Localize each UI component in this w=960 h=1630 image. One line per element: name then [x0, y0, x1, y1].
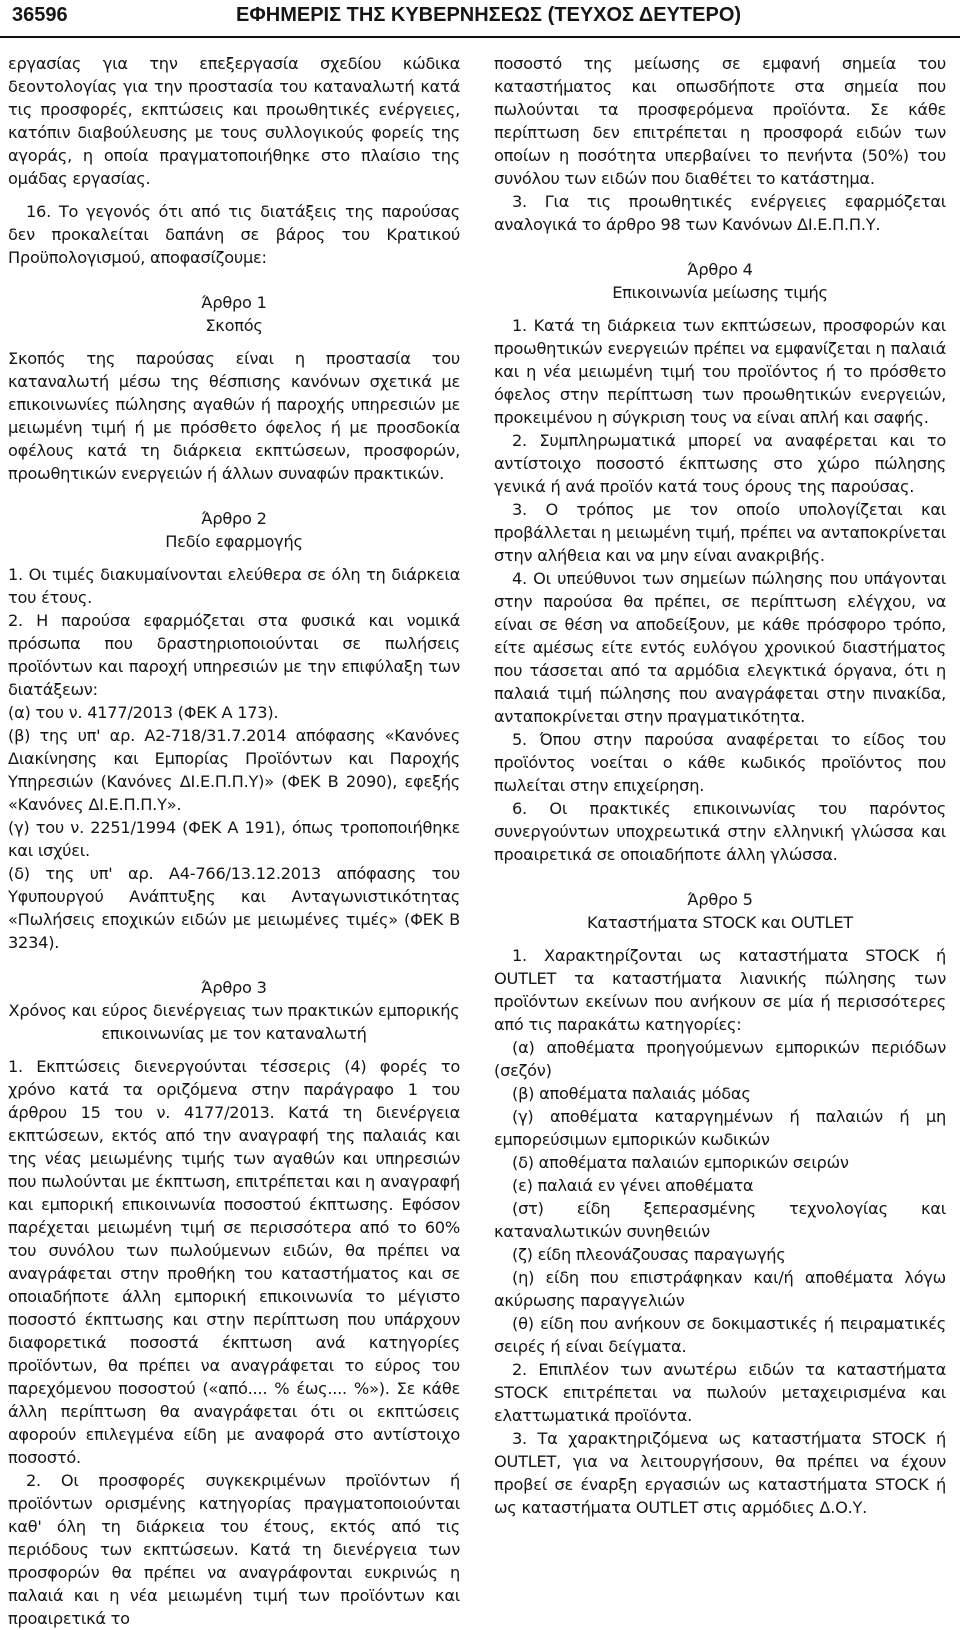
article-heading — [8, 291, 460, 337]
article-heading — [494, 888, 946, 934]
list-item: (ε) παλαιά εν γένει αποθέματα — [512, 1176, 754, 1195]
list-item: (α) αποθέματα προηγούμενων εμπορικών περιόδων (σεζόν) — [494, 1038, 946, 1080]
paragraph: εργασίας για την επεξεργασία σχεδίου κώδικα δεοντολογίας για την προστασία του καταναλωτή κατά τις προσφορές, εκπτώσεις και προωθητικές ενέργειες, κατόπιν διαβούλευσης με τους συλλογικούς φορείς της αγοράς, η οποία πραγματοποιήθηκε στο πλαίσιο της ομάδας εργασίας. — [8, 54, 460, 188]
list-item: (γ) αποθέματα καταργημένων ή παλαιών ή μη εμπορεύσιμων εμπορικών κωδικών — [494, 1107, 946, 1149]
paragraph: 2. Η παρούσα εφαρμόζεται στα φυσικά και νομικά πρόσωπα που δραστηριοποιούνται σε πωλήσεις προϊόντων και παροχή υπηρεσιών με την επιφύλαξη των διατάξεων: — [8, 611, 460, 699]
article-title: Άρθρο 3 — [201, 978, 267, 997]
paragraph: 1. Χαρακτηρίζονται ως καταστήματα STOCK ή OUTLET τα καταστήματα λιανικής πώλησης των προϊόντων εκείνων που ανήκουν σε μία ή περισσότερες από τις παρακάτω κατηγορίες: — [494, 946, 946, 1034]
list-item: (ζ) είδη πλεονάζουσας παραγωγής — [512, 1245, 786, 1264]
article-heading — [8, 976, 460, 1045]
article-subtitle: Πεδίο εφαρμογής — [165, 532, 303, 551]
article-subtitle: Σκοπός — [205, 316, 263, 335]
paragraph: Σκοπός της παρούσας είναι η προστασία του καταναλωτή μέσω της θέσπισης κανόνων σχετικά με επικοινωνίες πώλησης αγαθών ή παροχής υπηρεσιών με μειωμένη τιμή ή με πρόσθετο όφελος ή με προσδοκία οφέλους κατά τη διάρκεια εκπτώσεων, προσφορών, προωθητικών ενεργειών ή άλλων συναφών πρακτικών. — [8, 349, 460, 483]
article-subtitle: Καταστήματα STOCK και OUTLET — [587, 913, 853, 932]
paragraph: 5. Όπου στην παρούσα αναφέρεται το είδος του προϊόντος νοείται ο κάθε κωδικός προϊόντος που πωλείται στην επιχείρηση. — [494, 730, 946, 795]
list-item: (η) είδη που επιστράφηκαν και/ή αποθέματα λόγω ακύρωσης παραγγελιών — [494, 1268, 946, 1310]
article-subtitle: Επικοινωνία μείωσης τιμής — [612, 283, 828, 302]
list-item: (α) του ν. 4177/2013 (ΦΕΚ Α 173). — [8, 703, 279, 722]
list-item: (θ) είδη που ανήκουν σε δοκιμαστικές ή πειραματικές σειρές ή είναι δείγματα. — [494, 1314, 946, 1356]
article-title: Άρθρο 5 — [687, 890, 753, 909]
list-item: (β) αποθέματα παλαιάς μόδας — [512, 1084, 751, 1103]
gazette-title: ΕΦΗΜΕΡΙΣ ΤΗΣ ΚΥΒΕΡΝΗΣΕΩΣ (ΤΕΥΧΟΣ ΔΕΥΤΕΡΟ) — [236, 4, 742, 26]
article-title: Άρθρο 4 — [687, 260, 753, 279]
paragraph: ποσοστό της μείωσης σε εμφανή σημεία του καταστήματος και οπωσδήποτε στα σημεία που πωλούνται τα προσφερόμενα προϊόντα. Σε κάθε περίπτωση δεν επιτρέπεται η προσφορά ειδών των οποίων η ποσότητα υπερβαίνει το πενήντα (50%) του συνόλου των ειδών που διαθέτει το κατάστημα. — [494, 54, 946, 188]
left-column — [8, 52, 460, 1630]
article-heading — [494, 258, 946, 304]
article-title: Άρθρο 2 — [201, 509, 267, 528]
list-item: (στ) είδη ξεπερασμένης τεχνολογίας και καταναλωτικών συνηθειών — [494, 1199, 946, 1241]
article-subtitle: Χρόνος και εύρος διενέργειας των πρακτικών εμπορικής επικοινωνίας με τον καταναλωτή — [8, 1001, 460, 1043]
article-heading — [8, 507, 460, 553]
paragraph: 16. Το γεγονός ότι από τις διατάξεις της παρούσας δεν προκαλείται δαπάνη σε βάρος του Κρατικού Προϋπολογισμού, αποφασίζουμε: — [8, 202, 460, 267]
list-item: (δ) της υπ' αρ. Α4-766/13.12.2013 απόφασης του Υφυπουργού Ανάπτυξης και Ανταγωνιστικότητας «Πωλήσεις εποχικών ειδών με μειωμένες τιμές» (ΦΕΚ Β 3234). — [8, 864, 460, 952]
paragraph: 4. Οι υπεύθυνοι των σημείων πώλησης που υπάγονται στην παρούσα θα πρέπει, σε περίπτωση ελέγχου, να είναι σε θέση να αποδείξουν, με κάθε πρόσφορο τρόπο, είτε αμέσως είτε εντός ευλόγου χρονικού διαστήματος που τάσσεται από τα αρμόδια ελεγκτικά όργανα, ότι η παλαιά τιμή πώλησης που αναγράφεται στην πινακίδα, ανταποκρίνεται στην πραγματικότητα. — [494, 569, 946, 726]
list-item: (γ) του ν. 2251/1994 (ΦΕΚ Α 191), όπως τροποποιήθηκε και ισχύει. — [8, 818, 460, 860]
list-item: (β) της υπ' αρ. Α2-718/31.7.2014 απόφασης «Κανόνες Διακίνησης και Εμπορίας Προϊόντων και Παροχής Υπηρεσιών (Κανόνες ΔΙ.Ε.Π.Π.Υ)» (ΦΕΚ Β 2090), εφεξής «Κανόνες ΔΙ.Ε.Π.Π.Υ». — [8, 726, 460, 814]
paragraph: 3. Τα χαρακτηριζόμενα ως καταστήματα STOCK ή OUTLET, για να λειτουργήσουν, θα πρέπει να έχουν προβεί σε έναρξη εργασιών ως καταστήματα STOCK ή ως καταστήματα OUTLET στις αρμόδιες Δ.Ο.Υ. — [494, 1429, 946, 1517]
header-rule — [0, 36, 960, 38]
paragraph: 2. Επιπλέον των ανωτέρω ειδών τα καταστήματα STOCK επιτρέπεται να πωλούν μεταχειρισμένα και ελαττωματικά προϊόντα. — [494, 1360, 946, 1425]
article-title: Άρθρο 1 — [201, 293, 267, 312]
paragraph: 3. Ο τρόπος με τον οποίο υπολογίζεται και προβάλλεται η μειωμένη τιμή, πρέπει να ανταποκρίνεται στην αλήθεια και να μην είναι ανακριβής. — [494, 500, 946, 565]
paragraph: 1. Εκπτώσεις διενεργούνται τέσσερις (4) φορές το χρόνο κατά τα οριζόμενα στην παράγραφο 1 του άρθρου 15 του ν. 4177/2013. Κατά τη διενέργεια εκπτώσεων, εκτός από την αναγραφή της παλαιάς και της νέας μειωμένης τιμής των αγαθών και υπηρεσιών που πωλούνται με έκπτωση, επιτρέπεται και η αναγραφή και εμπορική επικοινωνία ποσοστού έκπτωσης. Εφόσον παρέχεται μειωμένη τιμή σε περισσότερα από το 60% του συνόλου των πωλούμενων ειδών, θα πρέπει να αναγράφεται στην προθήκη του καταστήματος και σε οποιαδήποτε άλλη εμπορική επικοινωνία το μέγιστο ποσοστό έκπτωσης και στην περίπτωση που υπάρχουν διαφορετικά ποσοστά έκπτωση ανά κατηγορίες προϊόντων, θα πρέπει να αναγράφεται το εύρος του παρεχόμενου ποσοστού («από.... % έως.... %»). Σε κάθε άλλη περίπτωση θα αναγράφεται ότι οι εκπτώσεις αφορούν επιλεγμένα είδη με αναφορά στο αντίστοιχο ποσοστό. — [8, 1057, 460, 1467]
right-column — [494, 52, 946, 1519]
paragraph: 6. Οι πρακτικές επικοινωνίας του παρόντος συνεργούντων υποχρεωτικά στην ελληνική γλώσσα και προαιρετικά σε οποιαδήποτε άλλη γλώσσα. — [494, 799, 946, 864]
list-item: (δ) αποθέματα παλαιών εμπορικών σειρών — [512, 1153, 849, 1172]
paragraph: 1. Κατά τη διάρκεια των εκπτώσεων, προσφορών και προωθητικών ενεργειών πρέπει να εμφανίζεται η παλαιά και η νέα μειωμένη τιμή του προϊόντος ή το πρόσθετο όφελος στην περίπτωση των προωθητικών ενεργειών, προκειμένου η σύγκριση τους να είναι απλή και σαφής. — [494, 316, 946, 427]
paragraph: 2. Οι προσφορές συγκεκριμένων προϊόντων ή προϊόντων ορισμένης κατηγορίας πραγματοποιούνται καθ' όλη τη διάρκεια του έτους, εκτός από τις περιόδους των εκπτώσεων. Κατά τη διενέργεια των προσφορών θα πρέπει να αναγράφονται ευκρινώς η παλαιά και η νέα μειωμένη τιμή των προϊόντων και προαιρετικά το — [8, 1471, 460, 1628]
page-number: 36596 — [12, 4, 68, 26]
paragraph: 1. Οι τιμές διακυμαίνονται ελεύθερα σε όλη τη διάρκεια του έτους. — [8, 565, 460, 607]
page-header — [0, 0, 960, 40]
paragraph: 2. Συμπληρωματικά μπορεί να αναφέρεται και το αντίστοιχο ποσοστό έκπτωσης στο χώρο πώλησης γενικά ή ανά προϊόν κατά τους όρους της παρούσας. — [494, 431, 946, 496]
paragraph: 3. Για τις προωθητικές ενέργειες εφαρμόζεται αναλογικά το άρθρο 98 των Κανόνων ΔΙ.Ε.Π.Π.Υ. — [494, 192, 946, 234]
